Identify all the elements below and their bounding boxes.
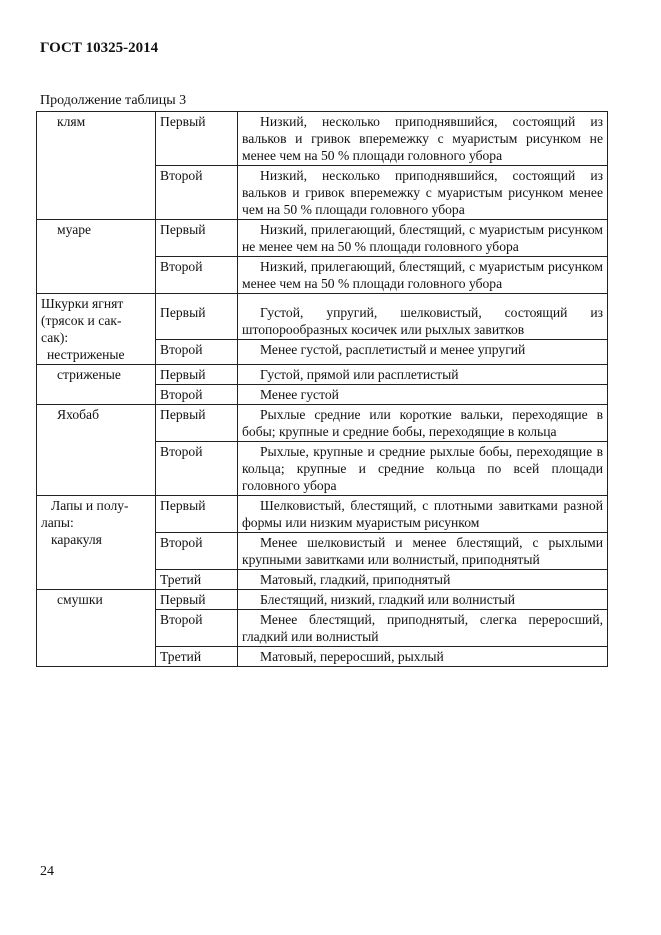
description-text: Густой, упругий, шелковистый, состоящий из штопорообразных косичек или рыхлых завитков — [242, 305, 603, 338]
description-cell — [238, 442, 608, 496]
grade-cell: Первый — [156, 294, 238, 340]
description-text: Рыхлые, крупные и средние рыхлые бобы, переходящие в кольца; крупные и средние кольца по всей площади головного убора — [242, 444, 603, 493]
grade-cell: Первый — [156, 405, 238, 442]
description-text: Менее шелковистый и менее блестящий, с рыхлыми крупными завитками или волнистый, приподнятый — [242, 535, 603, 567]
description-cell — [238, 610, 608, 647]
description-text: Рыхлые средние или короткие вальки, переходящие в бобы; крупные и средние бобы, переходящие в кольца — [242, 407, 603, 439]
table-row — [37, 365, 608, 385]
row-name-line: сак): — [41, 330, 69, 345]
table-row — [37, 220, 608, 257]
description-cell — [238, 590, 608, 610]
description-text: Низкий, несколько приподнявшийся, состоящий из вальков и гривок вперемежку с муаристым рисунком менее чем на 50 % площади головного убора — [242, 168, 603, 217]
description-text: Блестящий, низкий, гладкий или волнистый — [260, 592, 516, 607]
row-name-line: нестриженые — [47, 347, 125, 362]
grade-cell: Второй — [156, 442, 238, 496]
description-cell — [238, 340, 608, 365]
description-text: Низкий, прилегающий, блестящий, с муаристым рисунком менее чем на 50 % площади головного убора — [242, 259, 603, 291]
document-header: ГОСТ 10325-2014 — [40, 40, 159, 56]
row-name: муаре — [37, 220, 156, 294]
characteristics-table — [36, 111, 608, 667]
description-text: Низкий, несколько приподнявшийся, состоящий из вальков и гривок вперемежку с муаристым рисунком не менее чем на 50 % площади головного убора — [242, 114, 603, 163]
description-cell — [238, 533, 608, 570]
description-text: Матовый, переросший, рыхлый — [260, 649, 444, 664]
grade-cell: Первый — [156, 365, 238, 385]
table-caption: Продолжение таблицы 3 — [40, 93, 187, 108]
description-cell — [238, 257, 608, 294]
row-name — [37, 294, 156, 365]
grade-cell: Второй — [156, 340, 238, 365]
description-cell — [238, 365, 608, 385]
description-cell — [238, 647, 608, 667]
row-name-line: Лапы и полу- — [51, 498, 129, 513]
grade-cell: Третий — [156, 570, 238, 590]
description-cell — [238, 220, 608, 257]
grade-cell: Первый — [156, 496, 238, 533]
table-row — [37, 294, 608, 340]
description-cell — [238, 385, 608, 405]
grade-cell: Второй — [156, 166, 238, 220]
description-text: Матовый, гладкий, приподнятый — [260, 572, 451, 587]
description-cell — [238, 405, 608, 442]
row-name-line: (трясок и сак- — [41, 313, 122, 328]
row-name: Яхобаб — [37, 405, 156, 496]
page-number: 24 — [40, 864, 54, 879]
description-text: Густой, прямой или расплетистый — [260, 367, 459, 382]
description-text: Шелковистый, блестящий, с плотными завитками разной формы или низким муаристым рисунком — [242, 498, 603, 530]
description-cell — [238, 166, 608, 220]
grade-cell: Третий — [156, 647, 238, 667]
description-text: Менее блестящий, приподнятый, слегка переросший, гладкий или волнистый — [242, 612, 603, 644]
grade-cell: Второй — [156, 385, 238, 405]
row-name: смушки — [37, 590, 156, 667]
grade-cell: Первый — [156, 220, 238, 257]
grade-cell: Второй — [156, 610, 238, 647]
table-row — [37, 496, 608, 533]
description-cell — [238, 112, 608, 166]
grade-cell: Второй — [156, 257, 238, 294]
table-row — [37, 405, 608, 442]
row-name-line: лапы: — [41, 515, 74, 530]
grade-cell: Первый — [156, 590, 238, 610]
grade-cell: Второй — [156, 533, 238, 570]
row-name-line: каракуля — [51, 532, 102, 547]
table-row — [37, 112, 608, 166]
description-cell — [238, 294, 608, 340]
row-name: стриженые — [37, 365, 156, 405]
description-text: Менее густой, расплетистый и менее упругий — [260, 342, 526, 358]
row-name — [37, 496, 156, 590]
description-text: Низкий, прилегающий, блестящий, с муаристым рисунком не менее чем на 50 % площади головного убора — [242, 222, 603, 254]
description-cell — [238, 496, 608, 533]
row-name-line: Шкурки ягнят — [41, 296, 124, 311]
table-row — [37, 590, 608, 610]
description-cell — [238, 570, 608, 590]
description-text: Менее густой — [260, 387, 339, 402]
grade-cell: Первый — [156, 112, 238, 166]
row-name: клям — [37, 112, 156, 220]
